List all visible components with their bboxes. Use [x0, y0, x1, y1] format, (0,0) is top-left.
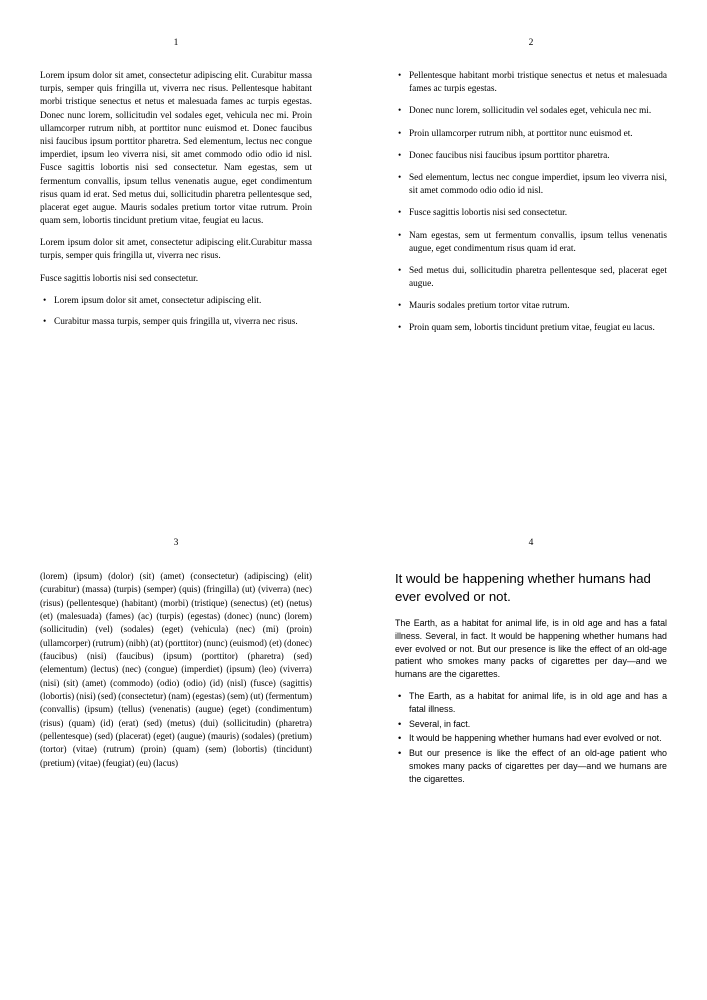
- panel-1: [40, 38, 312, 329]
- panel-2-number: 2: [528, 38, 534, 48]
- panel-4-paragraph: The Earth, as a habitat for animal life, is in old age and has a fatal illness. Several, in fact. It would be happening whether humans had ever evolved or not. But our presence is like the effect of an old-age patient who smokes many packs of cigarettes per day—and we humans are the cigarettes.: [395, 617, 667, 680]
- panel-2: [395, 38, 667, 345]
- panel-4-bullet-list: [395, 690, 667, 786]
- list-item: • Donec faucibus nisi faucibus ipsum porttitor pharetra.: [409, 150, 667, 163]
- list-item: • Nam egestas, sem ut fermentum convallis, ipsum tellus venenatis augue, eget condimentum risus quam id erat.: [409, 230, 667, 256]
- list-item: • Proin quam sem, lobortis tincidunt pretium vitae, feugiat eu lacus.: [409, 322, 667, 335]
- panel-1-paragraph-3: Fusce sagittis lobortis nisi sed consectetur.: [40, 273, 199, 284]
- list-item: • But our presence is like the effect of an old-age patient who smokes many packs of cigarettes per day—and we humans are the cigarettes.: [409, 747, 667, 785]
- panel-4: [395, 538, 667, 786]
- list-item: • Mauris sodales pretium tortor vitae rutrum.: [409, 300, 667, 313]
- list-item: • Fusce sagittis lobortis nisi sed consectetur.: [409, 207, 667, 220]
- panel-4-number: 4: [528, 538, 534, 548]
- list-item: • It would be happening whether humans had ever evolved or not.: [409, 732, 667, 745]
- panel-3-token-block: [40, 570, 312, 770]
- panel-1-number: 1: [173, 38, 179, 48]
- list-item: • Pellentesque habitant morbi tristique senectus et netus et malesuada fames ac turpis egestas.: [409, 70, 667, 96]
- panel-4-headline: It would be happening whether humans had ever evolved or not.: [395, 571, 651, 604]
- panel-2-bullet-list: [395, 70, 667, 336]
- list-item: • Donec nunc lorem, sollicitudin vel sodales eget, vehicula nec mi.: [409, 105, 667, 118]
- tokenized-text: (lorem) (ipsum) (dolor) (sit) (amet) (consectetur) (adipiscing) (elit) (curabitur) (massa) (turpis) (semper) (quis) (fringilla) (ut) (viverra) (nec) (risus) (pellentesque) (habitant) (morbi) (tristique) (senectus) (et) (netus) (et) (malesuada) (fames) (ac) (turpis) (egestas) (donec) (nunc) (lorem) (sollicitudin) (vel) (sodales) (eget) (vehicula) (nec) (mi) (proin) (ullamcorper) (rutrum) (nibh) (at) (porttitor) (nunc) (euismod) (et) (donec) (faucibus) (nisi) (faucibus) (ipsum) (porttitor) (pharetra) (sed) (elementum) (lectus) (nec) (congue) (imperdiet) (ipsum) (leo) (viverra) (nisi) (sit) (amet) (commodo) (odio) (odio) (id) (nisl) (fusce) (sagittis) (lobortis) (nisi) (sed) (consectetur) (nam) (egestas) (sem) (ut) (fermentum) (convallis) (ipsum) (tellus) (venenatis) (augue) (eget) (condimentum) (risus) (quam) (id) (erat) (sed) (metus) (dui) (sollicitudin) (pharetra) (pellentesque) (sed) (placerat) (eget) (augue) (mauris) (sodales) (pretium) (tortor) (vitae) (rutrum) (proin) (quam) (sem) (lobortis) (tincidunt) (pretium) (vitae) (feugiat) (eu) (lacus): [40, 571, 312, 768]
- panel-1-paragraph-1: Lorem ipsum dolor sit amet, consectetur adipiscing elit. Curabitur massa turpis, semper quis fringilla ut, viverra nec risus. Pellentesque habitant morbi tristique senectus et netus et malesuada fames ac turpis egestas. Donec nunc lorem, sollicitudin vel sodales eget, vehicula nec mi. Proin ullamcorper rutrum nibh, at porttitor nunc euismod et. Donec faucibus nisi faucibus ipsum porttitor pharetra. Sed elementum, lectus nec congue imperdiet, ipsum leo viverra nisi, sit amet commodo odio odio id nisl. Fusce sagittis lobortis nisi sed consectetur. Nam egestas, sem ut fermentum convallis, ipsum tellus venenatis augue, eget condimentum risus quam id erat. Sed metus dui, sollicitudin pharetra pellentesque sed, placerat eget augue. Mauris sodales pretium tortor vitae rutrum. Proin quam sem, lobortis tincidunt pretium vitae, feugiat eu lacus.: [40, 71, 312, 227]
- panel-1-bullet-list: [40, 295, 312, 329]
- list-item: • Sed elementum, lectus nec congue imperdiet, ipsum leo viverra nisi, sit amet commodo odio odio id nisl.: [409, 172, 667, 198]
- list-item: • Lorem ipsum dolor sit amet, consectetur adipiscing elit.: [54, 295, 312, 308]
- list-item: • Sed metus dui, sollicitudin pharetra pellentesque sed, placerat eget augue.: [409, 265, 667, 291]
- panel-3: [40, 538, 312, 770]
- list-item: • Curabitur massa turpis, semper quis fringilla ut, viverra nec risus.: [54, 316, 312, 329]
- panel-1-paragraph-2: Lorem ipsum dolor sit amet, consectetur adipiscing elit.Curabitur massa turpis, semper quis fringilla ut, viverra nec risus.: [40, 238, 312, 262]
- list-item: • Several, in fact.: [409, 718, 667, 731]
- panel-3-number: 3: [173, 538, 179, 548]
- list-item: • Proin ullamcorper rutrum nibh, at porttitor nunc euismod et.: [409, 128, 667, 141]
- list-item: • The Earth, as a habitat for animal life, is in old age and has a fatal illness.: [409, 690, 667, 716]
